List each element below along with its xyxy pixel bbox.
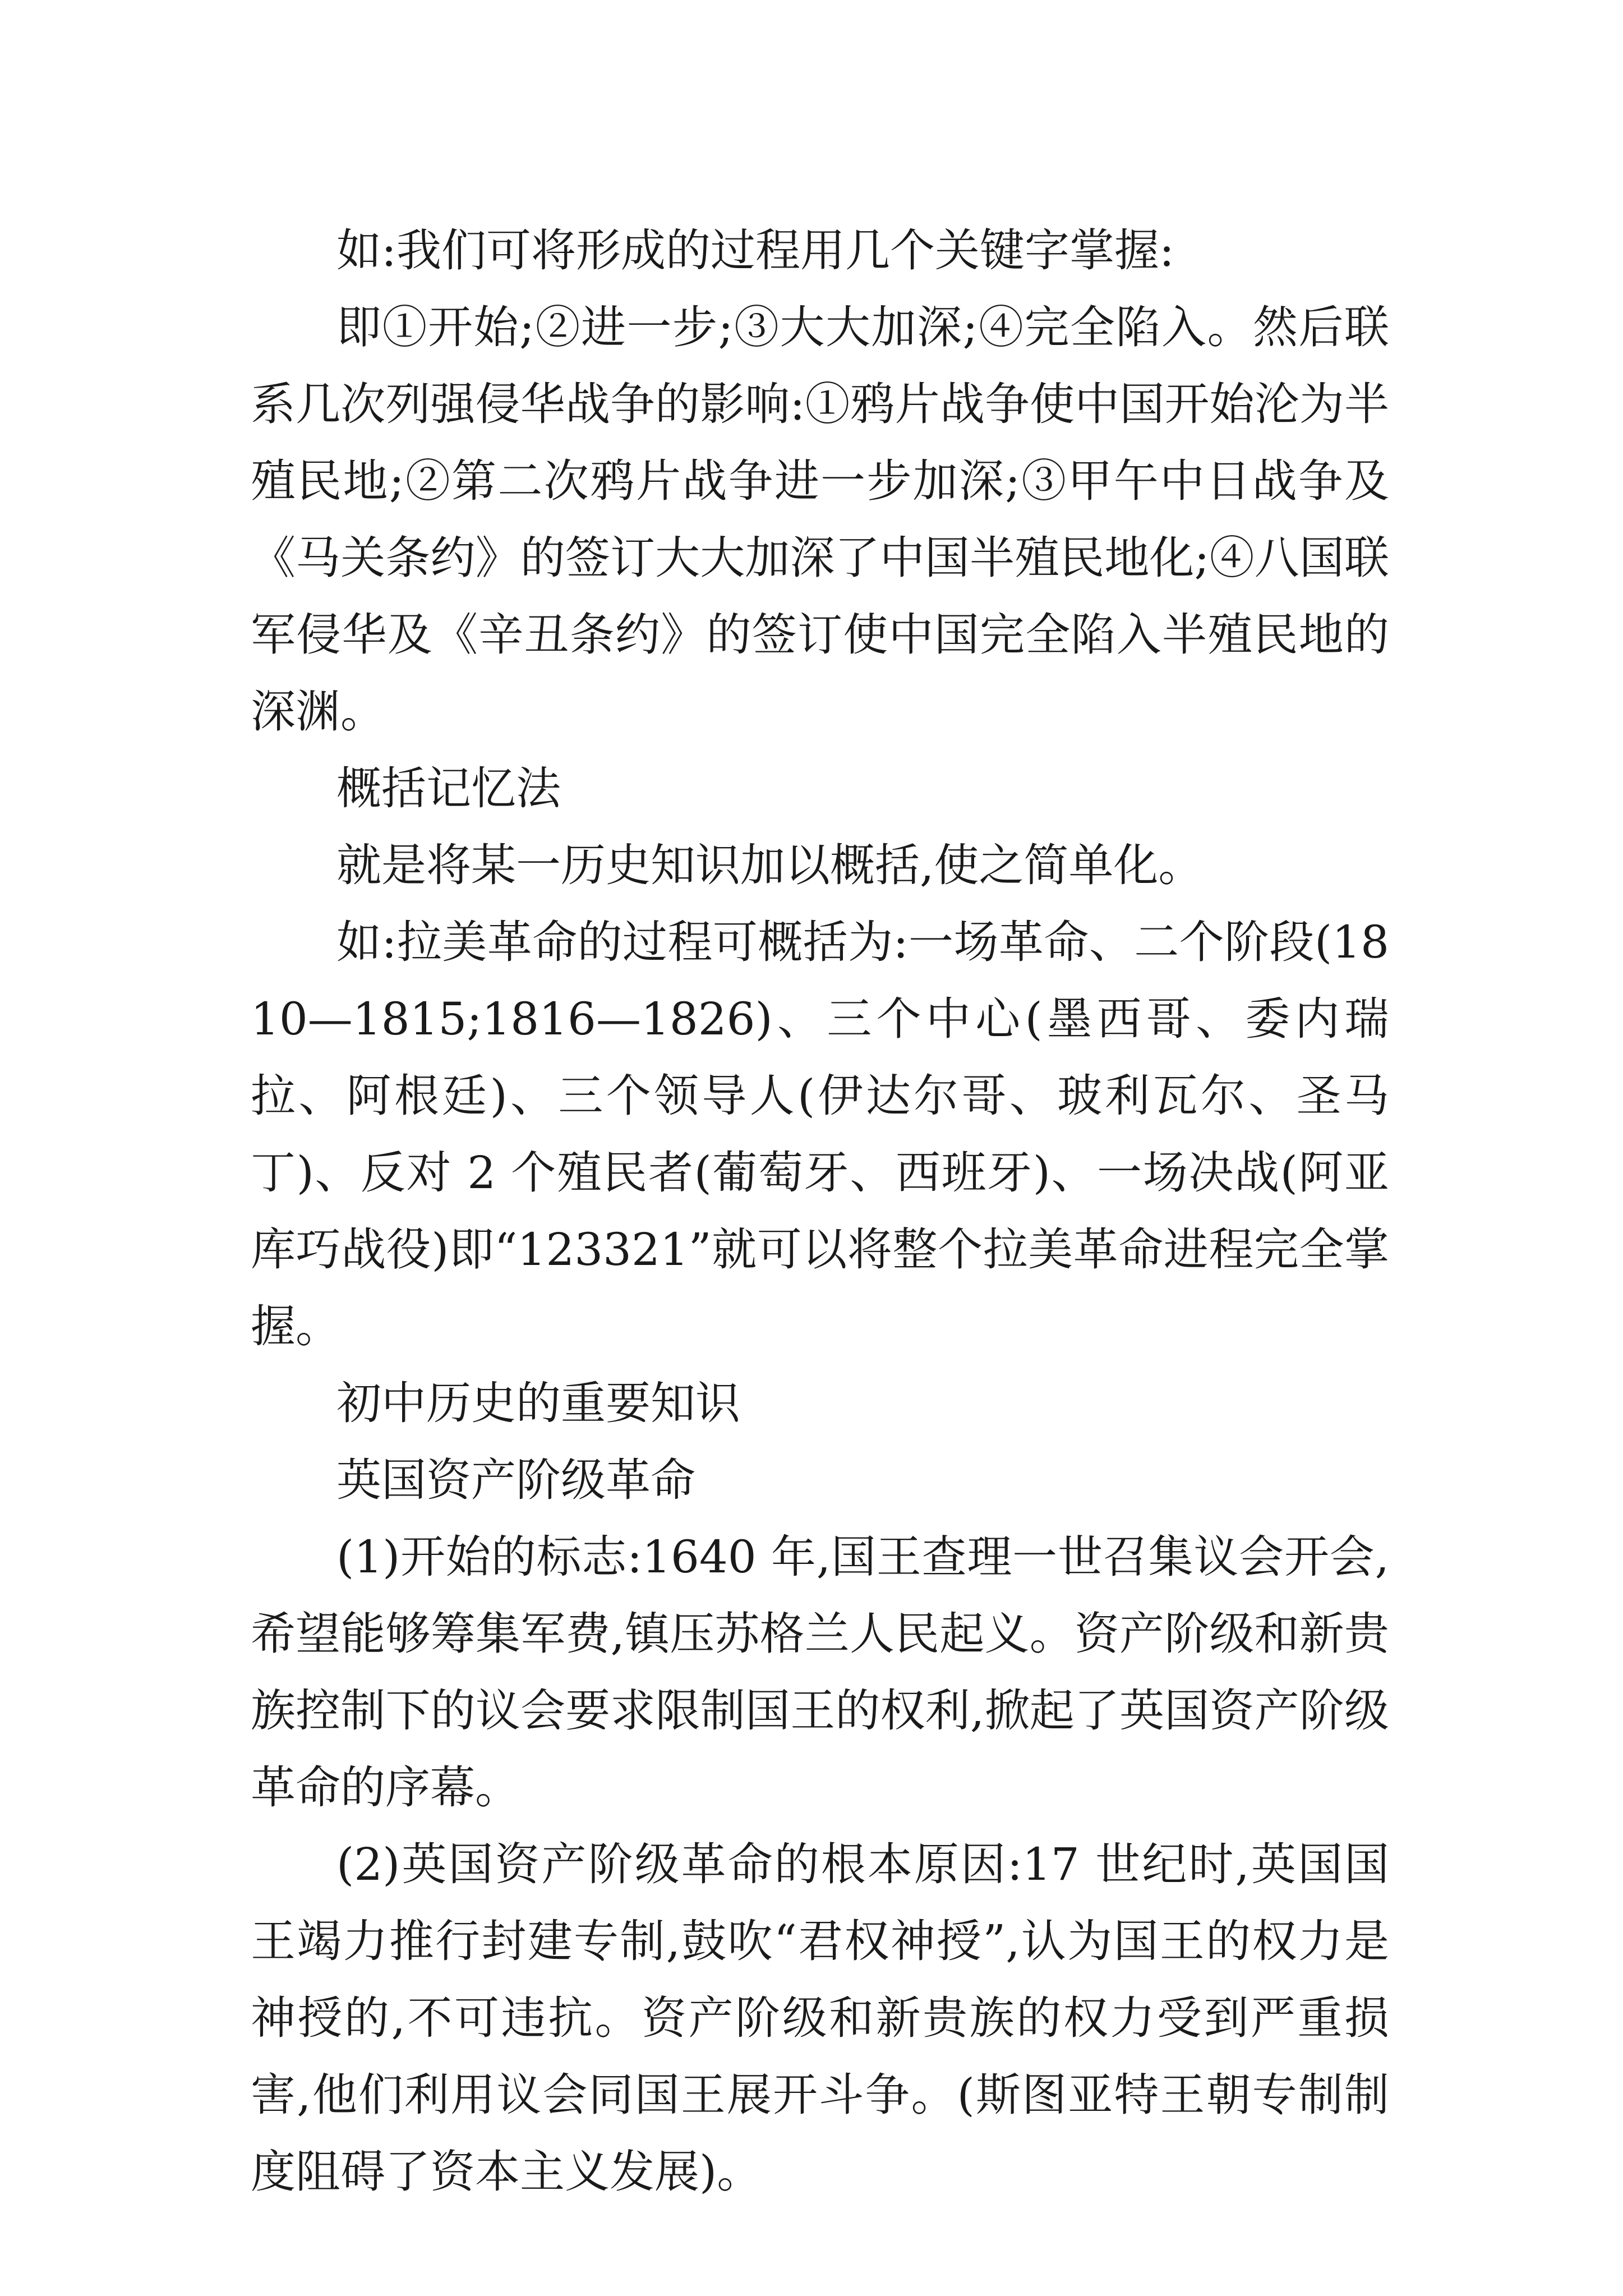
document-body: [251, 212, 1389, 2210]
paragraph-keyword-intro: 如:我们可将形成的过程用几个关键字掌握:: [336, 224, 1174, 277]
heading-english-revolution: 英国资产阶级革命: [336, 1454, 695, 1506]
paragraph-revolution-start: (1)开始的标志:1640 年,国王查理一世召集议会开会,希望能够筹集军费,镇压苏格兰人民起义。资产阶级和新贵族控制下的议会要求限制国王的权利,掀起了英国资产阶级革命的序幕。: [251, 1531, 1389, 1814]
paragraph-semicolonial-process: 即①开始;②进一步;③大大加深;④完全陷入。然后联系几次列强侵华战争的影响:①鸦片战争使中国开始沦为半殖民地;②第二次鸦片战争进一步加深;③甲午中日战争及《马关条约》的签订大大加深了中国半殖民地化;④八国联军侵华及《辛丑条约》的签订使中国完全陷入半殖民地的深渊。: [251, 301, 1389, 738]
paragraph-revolution-cause: (2)英国资产阶级革命的根本原因:17 世纪时,英国国王竭力推行封建专制,鼓吹“君权神授”,认为国王的权力是神授的,不可违抗。资产阶级和新贵族的权力受到严重损害,他们利用议会同国王展开斗争。(斯图亚特王朝专制制度阻碍了资本主义发展)。: [251, 1838, 1389, 2198]
paragraph-latin-america-revolution: 如:拉美革命的过程可概括为:一场革命、二个阶段(1810—1815;1816—1826)、三个中心(墨西哥、委内瑞拉、阿根廷)、三个领导人(伊达尔哥、玻利瓦尔、圣马丁)、反对 2 个殖民者(葡萄牙、西班牙)、一场决战(阿亚库巧战役)即“123321”就可以将整个拉美革命进程完全掌握。: [251, 916, 1389, 1352]
paragraph-summary-definition: 就是将某一历史知识加以概括,使之简单化。: [336, 839, 1204, 891]
heading-important-knowledge: 初中历史的重要知识: [336, 1377, 740, 1429]
heading-summary-memory-method: 概括记忆法: [336, 762, 561, 815]
